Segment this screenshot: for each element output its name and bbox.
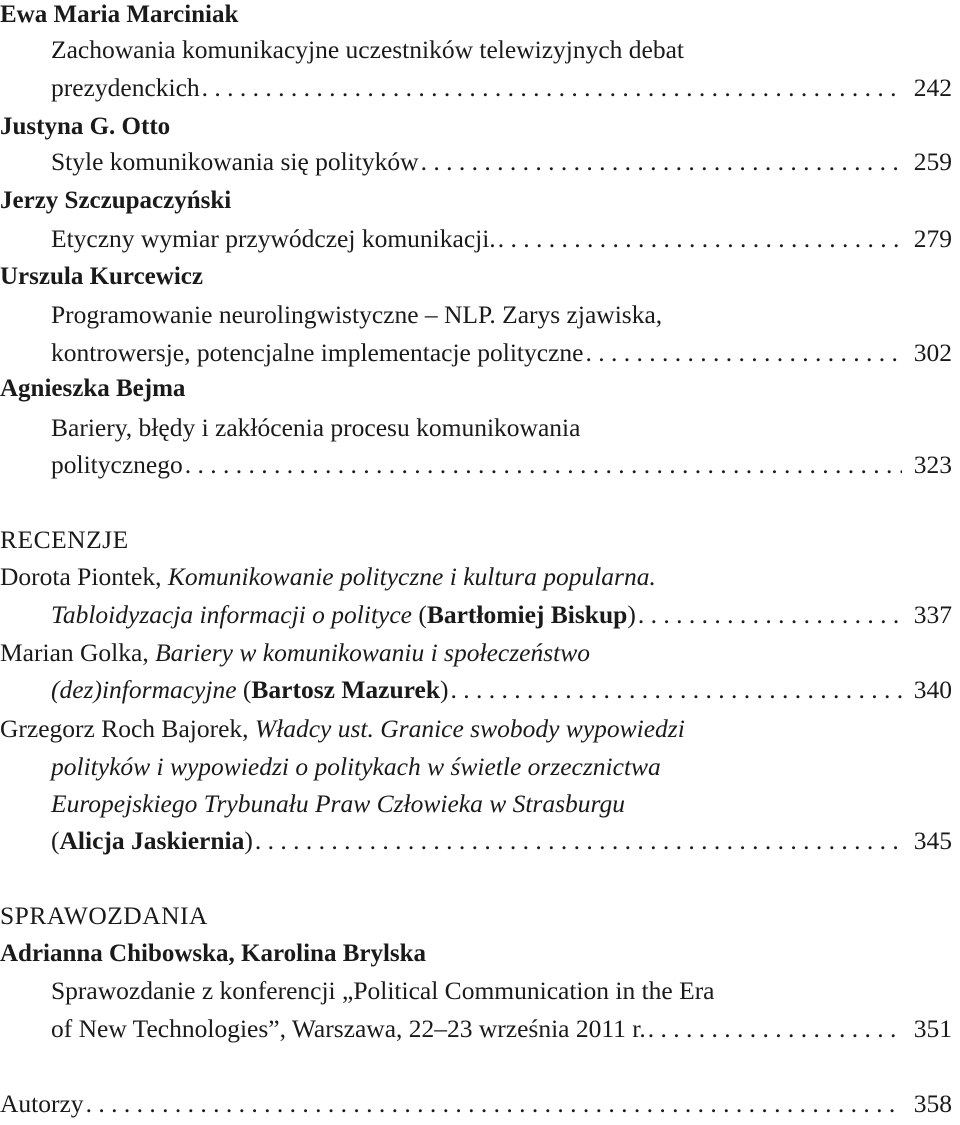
toc-entry[interactable] — [0, 822, 960, 860]
toc-entry[interactable] — [0, 220, 960, 258]
entry-title: prezydenckich — [51, 73, 200, 102]
page-number: 242 — [913, 73, 952, 102]
dot-leader — [202, 69, 902, 107]
entry-author: Ewa Maria Marciniak — [0, 1, 239, 28]
review-line — [0, 785, 960, 823]
review-line — [0, 634, 960, 672]
review-author: Grzegorz Roch Bajorek, — [0, 714, 249, 743]
close-paren: ) — [244, 826, 253, 855]
open-paren: ( — [418, 600, 427, 629]
review-line — [0, 748, 960, 786]
toc-entry[interactable] — [0, 143, 960, 181]
book-title: Komunikowanie polityczne i kultura popularna. — [167, 562, 656, 591]
toc-entry[interactable] — [0, 671, 960, 709]
entry-title: Zachowania komunikacyjne uczestników telewizyjnych debat — [51, 35, 685, 64]
book-title: Europejskiego Trybunału Praw Człowieka w Strasburgu — [51, 789, 625, 818]
entry-title: Etyczny wymiar przywódczej komunikacji. — [51, 224, 496, 253]
close-paren: ) — [627, 600, 636, 629]
page-number: 340 — [913, 675, 952, 704]
toc-entry[interactable] — [0, 596, 960, 634]
entry-title: kontrowersje, potencjalne implementacje polityczne — [51, 338, 584, 367]
reviewer-name: Bartłomiej Biskup — [426, 600, 628, 629]
open-paren: ( — [242, 675, 252, 704]
toc-entry[interactable] — [0, 69, 960, 107]
section-heading: SPRAWOZDANIA — [0, 901, 208, 930]
page-number: 279 — [913, 224, 952, 253]
book-title: Bariery w komunikowaniu i społeczeństwo — [155, 638, 590, 667]
close-paren: ) — [440, 675, 449, 704]
review-title-line — [51, 671, 449, 709]
dot-leader — [638, 596, 902, 634]
entry-title: politycznego — [51, 450, 183, 479]
open-paren: ( — [51, 826, 60, 855]
dot-leader — [255, 822, 902, 860]
page-number: 345 — [913, 826, 952, 855]
dot-leader — [648, 1010, 902, 1048]
page-number: 337 — [913, 600, 952, 629]
dot-leader — [451, 671, 902, 709]
review-title-line — [51, 596, 636, 634]
entry-title: Programowanie neurolingwistyczne – NLP. Zarys zjawiska, — [51, 300, 663, 329]
dot-leader — [585, 334, 902, 372]
toc-entry[interactable] — [0, 1085, 960, 1123]
entry-title: Sprawozdanie z konferencji „Political Communication in the Era — [51, 976, 715, 1005]
page-number: 259 — [913, 147, 952, 176]
book-title: polityków i wypowiedzi o politykach w świetle orzecznictwa — [51, 752, 661, 781]
toc-entry[interactable] — [0, 1010, 960, 1048]
entry-author: Agnieszka Bejma — [0, 375, 186, 402]
review-author: Dorota Piontek, — [0, 562, 162, 591]
entry-author: Adrianna Chibowska, Karolina Brylska — [0, 940, 427, 967]
entry-author: Jerzy Szczupaczyński — [0, 187, 232, 214]
page-number: 323 — [913, 450, 952, 479]
section-heading: RECENZJE — [0, 525, 129, 554]
review-line — [0, 710, 960, 748]
entry-title: Bariery, błędy i zakłócenia procesu komunikowania — [51, 413, 581, 442]
review-line — [0, 558, 960, 596]
entry-author: Urszula Kurcewicz — [0, 263, 203, 290]
entry-title: of New Technologies”, Warszawa, 22–23 września 2011 r. — [51, 1014, 646, 1043]
dot-leader — [421, 143, 902, 181]
review-title-line — [51, 822, 253, 860]
toc-entry[interactable] — [0, 334, 960, 372]
book-title: Władcy ust. Granice swobody wypowiedzi — [254, 714, 685, 743]
entry-title: Autorzy — [0, 1089, 84, 1118]
dot-leader — [185, 446, 902, 484]
reviewer-name: Alicja Jaskiernia — [59, 826, 245, 855]
entry-author: Justyna G. Otto — [0, 113, 171, 140]
review-author: Marian Golka, — [0, 638, 149, 667]
dot-leader — [86, 1085, 902, 1123]
book-title: Tabloidyzacja informacji o polityce — [51, 600, 412, 629]
page-number: 302 — [913, 338, 952, 367]
book-title: (dez)informacyjne — [51, 675, 237, 704]
toc-entry[interactable] — [0, 446, 960, 484]
entry-title: Style komunikowania się polityków — [51, 147, 419, 176]
dot-leader — [498, 220, 902, 258]
page-number: 358 — [913, 1089, 952, 1118]
page-number: 351 — [913, 1014, 952, 1043]
reviewer-name: Bartosz Mazurek — [251, 675, 441, 704]
